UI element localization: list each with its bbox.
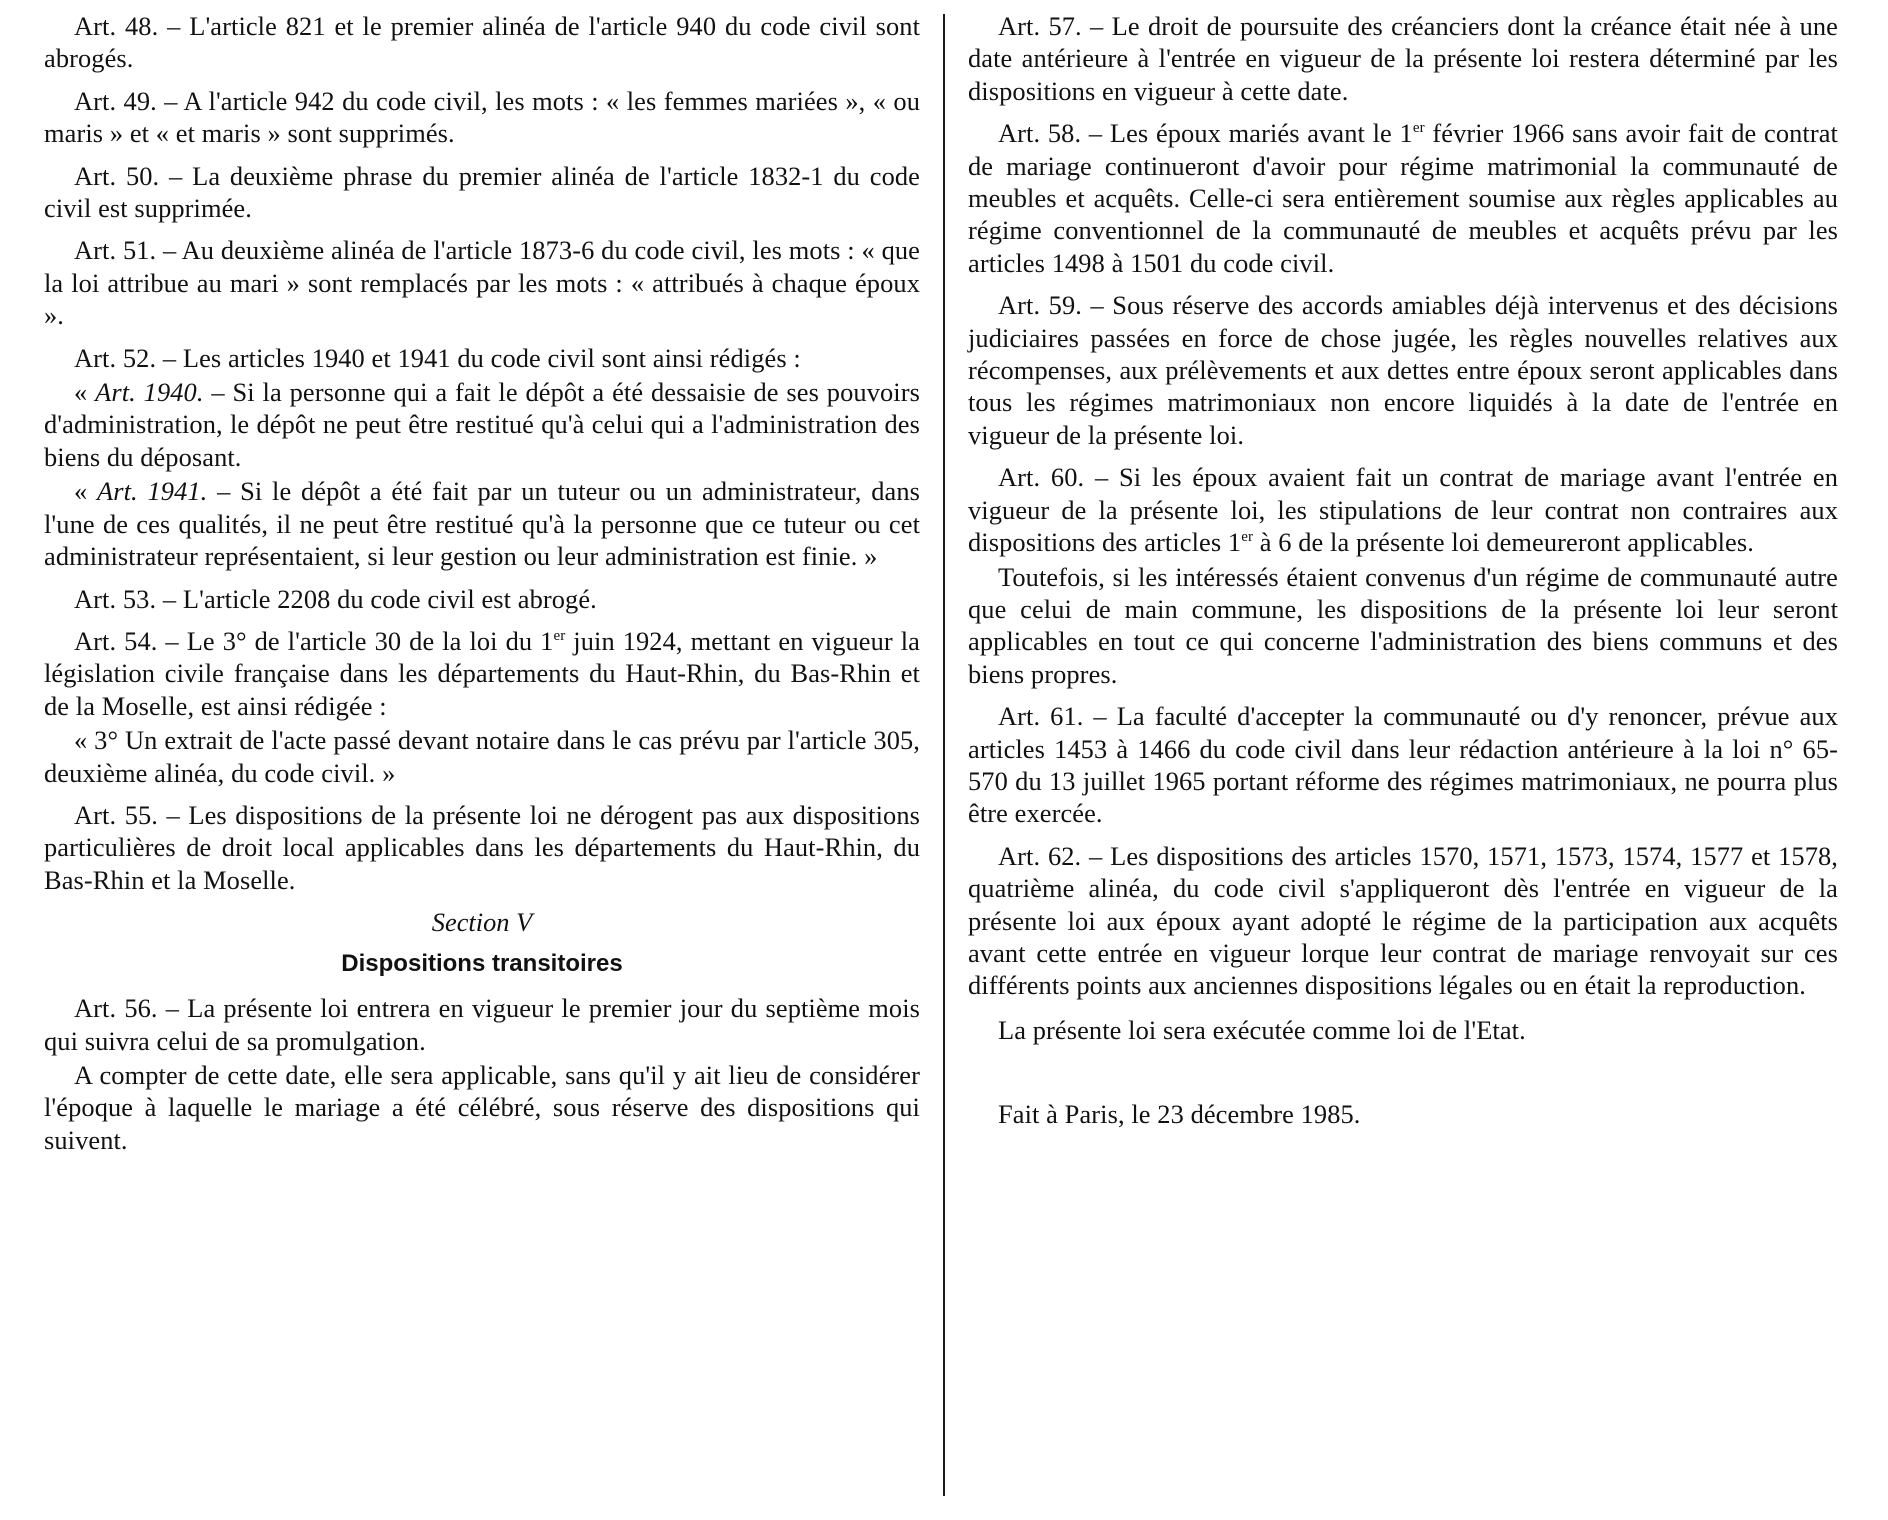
article-label: Art. 56. xyxy=(74,993,158,1024)
article-label: Art. 59. xyxy=(998,290,1082,321)
article-label: Art. 53. xyxy=(74,583,157,614)
article-text-cont: juin 1924, mettant en vigueur la législation civile française dans les départements du Haut-Rhin, du Bas-Rhin et de la Moselle, est ainsi rédigée : xyxy=(44,625,920,721)
article-61 xyxy=(968,700,1838,830)
article-60-paragraph-2 xyxy=(968,561,1838,691)
article-text: – L'article 821 et le premier alinéa de l'article 940 du code civil sont abrogés. xyxy=(44,11,920,74)
article-label: Art. 58. xyxy=(998,118,1082,149)
left-column xyxy=(44,10,920,1166)
article-54-quote xyxy=(44,724,920,789)
section-heading: Section V xyxy=(431,907,533,938)
paragraph-text: A compter de cette date, elle sera applicable, sans qu'il y ait lieu de considérer l'époque à laquelle le mariage a été célébré, sous réserve des dispositions qui suivent. xyxy=(44,1059,920,1155)
quoted-article-1941 xyxy=(44,475,920,572)
article-text: – Les dispositions des articles 1570, 1571, 1573, 1574, 1577 et 1578, quatrième alinéa, du code civil s'appliqueront dès l'entrée en vigueur de la présente loi aux époux ayant adopté le régime de la participation aux acquêts avant cette entrée en vigueur lorque leur contrat de mariage renvoyait sur ces différents points aux anciennes dispositions légales ou en était la reproduction. xyxy=(968,840,1839,1001)
article-57 xyxy=(968,10,1838,107)
article-label: Art. 57. xyxy=(998,11,1082,41)
article-label: Art. 60. xyxy=(998,462,1085,493)
superscript: er xyxy=(1412,120,1425,137)
column-divider xyxy=(943,14,945,1496)
signature-line xyxy=(968,1098,1838,1130)
section-title: Dispositions transitoires xyxy=(341,950,623,978)
quoted-article-1940 xyxy=(44,376,920,473)
article-label: Art. 52. xyxy=(74,342,157,373)
article-text: – Sous réserve des accords amiables déjà intervenus et des décisions judiciaires passées en force de chose jugée, les règles nouvelles relatives aux récompenses, aux prélèvements et aux dettes entre époux seront applicables dans tous les régimes matrimoniaux non encore liquidés à la date de l'entrée en vigueur de la présente loi. xyxy=(968,290,1838,450)
article-text: – Au deuxième alinéa de l'article 1873-6 du code civil, les mots : « que la loi attribue au mari » sont remplacés par les mots : « attribués à chaque époux ». xyxy=(44,235,920,331)
article-label: Art. 61. xyxy=(998,701,1084,732)
article-text: – A l'article 942 du code civil, les mots : « les femmes mariées », « ou maris » et « et maris » sont supprimés. xyxy=(44,85,920,149)
article-text: – Les articles 1940 et 1941 du code civil sont ainsi rédigés : xyxy=(156,342,801,373)
quote-open: « xyxy=(74,377,96,408)
article-text: – La deuxième phrase du premier alinéa de l'article 1832-1 du code civil est supprimée. xyxy=(44,160,920,224)
article-text: – Si la personne qui a fait le dépôt a été dessaisie de ses pouvoirs d'administration, le dépôt ne peut être restitué qu'à celui qui a l'administration des biens du déposant. xyxy=(44,377,920,472)
paragraph-text: Toutefois, si les intéressés étaient convenus d'un régime de communauté autre que celui de main commune, les dispositions de la présente loi leur seront applicables en tout ce qui concerne l'administration des biens communs et des biens propres. xyxy=(968,561,1838,689)
quote-text: « 3° Un extrait de l'acte passé devant notaire dans le cas prévu par l'article 305, deuxième alinéa, du code civil. » xyxy=(44,725,920,788)
article-label: Art. 49. xyxy=(74,85,157,116)
article-text: – Si le dépôt a été fait par un tuteur ou un administrateur, dans l'une de ces qualités, il ne peut être restitué qu'à la personne que ce tuteur ou cet administrateur représentaient, si leur gestion ou leur administration est finie. » xyxy=(44,476,920,572)
article-label: Art. 62. xyxy=(998,840,1082,871)
article-52 xyxy=(44,342,920,374)
article-59 xyxy=(968,289,1838,451)
closing-statement xyxy=(968,1014,1838,1046)
article-text: – Le 3° de l'article 30 de la loi du 1 xyxy=(157,625,554,656)
article-label: Art. 48. xyxy=(74,11,159,41)
article-48 xyxy=(44,10,920,75)
closing-text: La présente loi sera exécutée comme loi de l'Etat. xyxy=(998,1014,1526,1045)
signature-text: Fait à Paris, le 23 décembre 1985. xyxy=(998,1099,1361,1130)
right-column xyxy=(968,10,1838,1141)
article-51 xyxy=(44,234,920,331)
article-text: – Le droit de poursuite des créanciers dont la créance était née à une date antérieure à l'entrée en vigueur de la présente loi restera déterminé par les dispositions en vigueur à cette date. xyxy=(968,11,1838,106)
article-text: – Si les époux avaient fait un contrat de mariage avant l'entrée en vigueur de la présente loi, les stipulations de leur contrat non contraires aux dispositions des articles 1 xyxy=(968,462,1838,558)
article-label: Art. 50. xyxy=(74,160,160,191)
article-label: Art. 55. xyxy=(74,799,158,830)
article-49 xyxy=(44,85,920,150)
quote-open: « xyxy=(74,476,98,507)
superscript: er xyxy=(553,628,566,645)
article-54 xyxy=(44,625,920,722)
article-58 xyxy=(968,117,1838,279)
article-text: – L'article 2208 du code civil est abrogé. xyxy=(156,583,597,614)
article-text-cont: à 6 de la présente loi demeureront applicables. xyxy=(1253,527,1754,558)
article-label: Art. 54. xyxy=(74,625,158,656)
article-55 xyxy=(44,799,920,896)
article-56 xyxy=(44,992,920,1057)
article-50 xyxy=(44,160,920,225)
article-text-cont: février 1966 sans avoir fait de contrat de mariage continueront d'avoir pour régime matrimonial la communauté de meubles et acquêts. Celle-ci sera entièrement soumise aux règles applicables au régime conventionnel de la communauté de meubles et acquêts prévu par les articles 1498 à 1501 du code civil. xyxy=(968,118,1838,278)
article-text: – Les dispositions de la présente loi ne dérogent pas aux dispositions particulières de droit local applicables dans les départements du Haut-Rhin, du Bas-Rhin et la Moselle. xyxy=(44,799,920,895)
superscript: er xyxy=(1241,529,1254,546)
article-60 xyxy=(968,461,1838,558)
article-53 xyxy=(44,583,920,615)
article-62 xyxy=(968,840,1838,1002)
article-56-paragraph-2 xyxy=(44,1059,920,1156)
article-ref: Art. 1941. xyxy=(97,476,208,507)
article-label: Art. 51. xyxy=(74,235,157,266)
article-text: – La présente loi entrera en vigueur le premier jour du septième mois qui suivra celui de sa promulgation. xyxy=(44,993,920,1056)
article-text: – Les époux mariés avant le 1 xyxy=(1081,118,1413,149)
article-text: – La faculté d'accepter la communauté ou d'y renoncer, prévue aux articles 1453 à 1466 du code civil dans leur rédaction antérieure à la loi n° 65-570 du 13 juillet 1965 portant réforme des régimes matrimoniaux, ne pourra plus être exercée. xyxy=(968,701,1838,829)
article-ref: Art. 1940. xyxy=(95,377,204,408)
